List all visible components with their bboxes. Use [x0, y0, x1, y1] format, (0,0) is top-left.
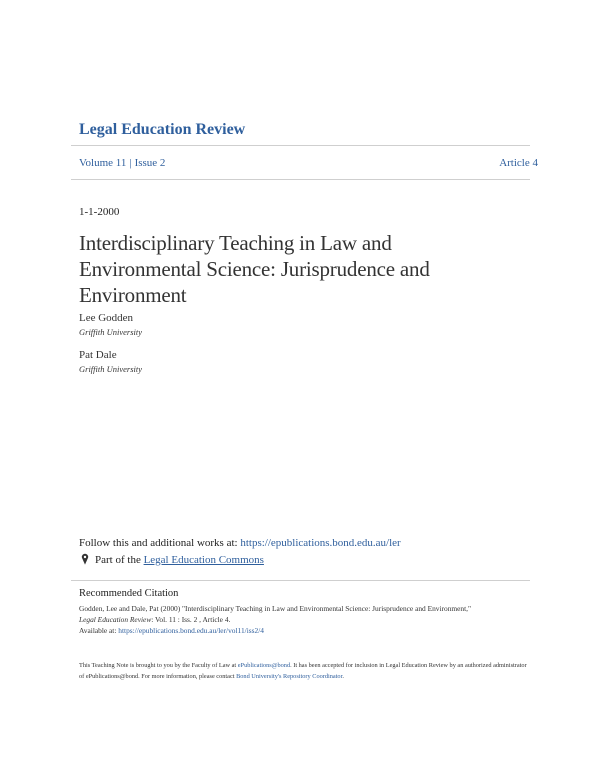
- follow-line: [79, 537, 401, 549]
- follow-label: Follow this and additional works at:: [79, 537, 238, 549]
- publication-date: 1-1-2000: [79, 206, 120, 218]
- header-rule-bottom: [71, 179, 530, 180]
- legal-education-commons-link[interactable]: Legal Education Commons: [143, 554, 264, 566]
- journal-title-link[interactable]: Legal Education Review: [79, 121, 246, 138]
- citation-rule: [71, 580, 530, 581]
- part-of-label: Part of the: [95, 554, 141, 566]
- author-name[interactable]: Pat Dale: [79, 349, 117, 361]
- repository-coordinator-link[interactable]: Bond University's Repository Coordinator: [236, 673, 343, 680]
- volume-link[interactable]: Volume 11: [79, 157, 127, 169]
- paper-title: Interdisciplinary Teaching in Law and Environmental Science: Jurisprudence and Environment: [79, 231, 430, 307]
- footer-text-3: .: [342, 673, 344, 680]
- author-affiliation: Griffith University: [79, 327, 143, 337]
- issue-row: [79, 157, 538, 169]
- footer-text-2: . It has been accepted for inclusion in Legal Education Review by an authorized administrator of ePublications@bond. For more information, please contact: [79, 662, 527, 680]
- issue-link[interactable]: Issue 2: [134, 157, 166, 169]
- commons-line: [79, 553, 264, 566]
- epublications-link[interactable]: ePublications@bond: [237, 662, 291, 669]
- citation-line-2: [79, 614, 529, 625]
- follow-url-link[interactable]: https://epublications.bond.edu.au/ler: [240, 537, 401, 549]
- footer-text-1: This Teaching Note is brought to you by the Faculty of Law at: [79, 662, 237, 669]
- author-name[interactable]: Lee Godden: [79, 312, 134, 324]
- citation-line-1: Godden, Lee and Dale, Pat (2000) "Interdisciplinary Teaching in Law and Environmental Science: Jurisprudence and Environment,": [79, 604, 472, 613]
- citation-line-3: [79, 625, 529, 636]
- citation-text: [79, 603, 529, 636]
- author-affiliation: Griffith University: [79, 364, 143, 374]
- citation-available-label: Available at:: [79, 626, 117, 635]
- citation-journal: Legal Education Review: [79, 615, 152, 624]
- footer-note: [79, 660, 529, 682]
- article-link[interactable]: Article 4: [499, 157, 538, 169]
- citation-volume-issue: : Vol. 11 : Iss. 2 , Article 4.: [151, 615, 231, 624]
- recommended-citation-heading: Recommended Citation: [79, 588, 179, 599]
- bepress-commons-icon: [79, 553, 91, 565]
- header-rule-top: [71, 145, 530, 146]
- citation-url-link[interactable]: https://epublications.bond.edu.au/ler/vol11/iss2/4: [118, 626, 264, 635]
- issue-separator: |: [129, 157, 132, 169]
